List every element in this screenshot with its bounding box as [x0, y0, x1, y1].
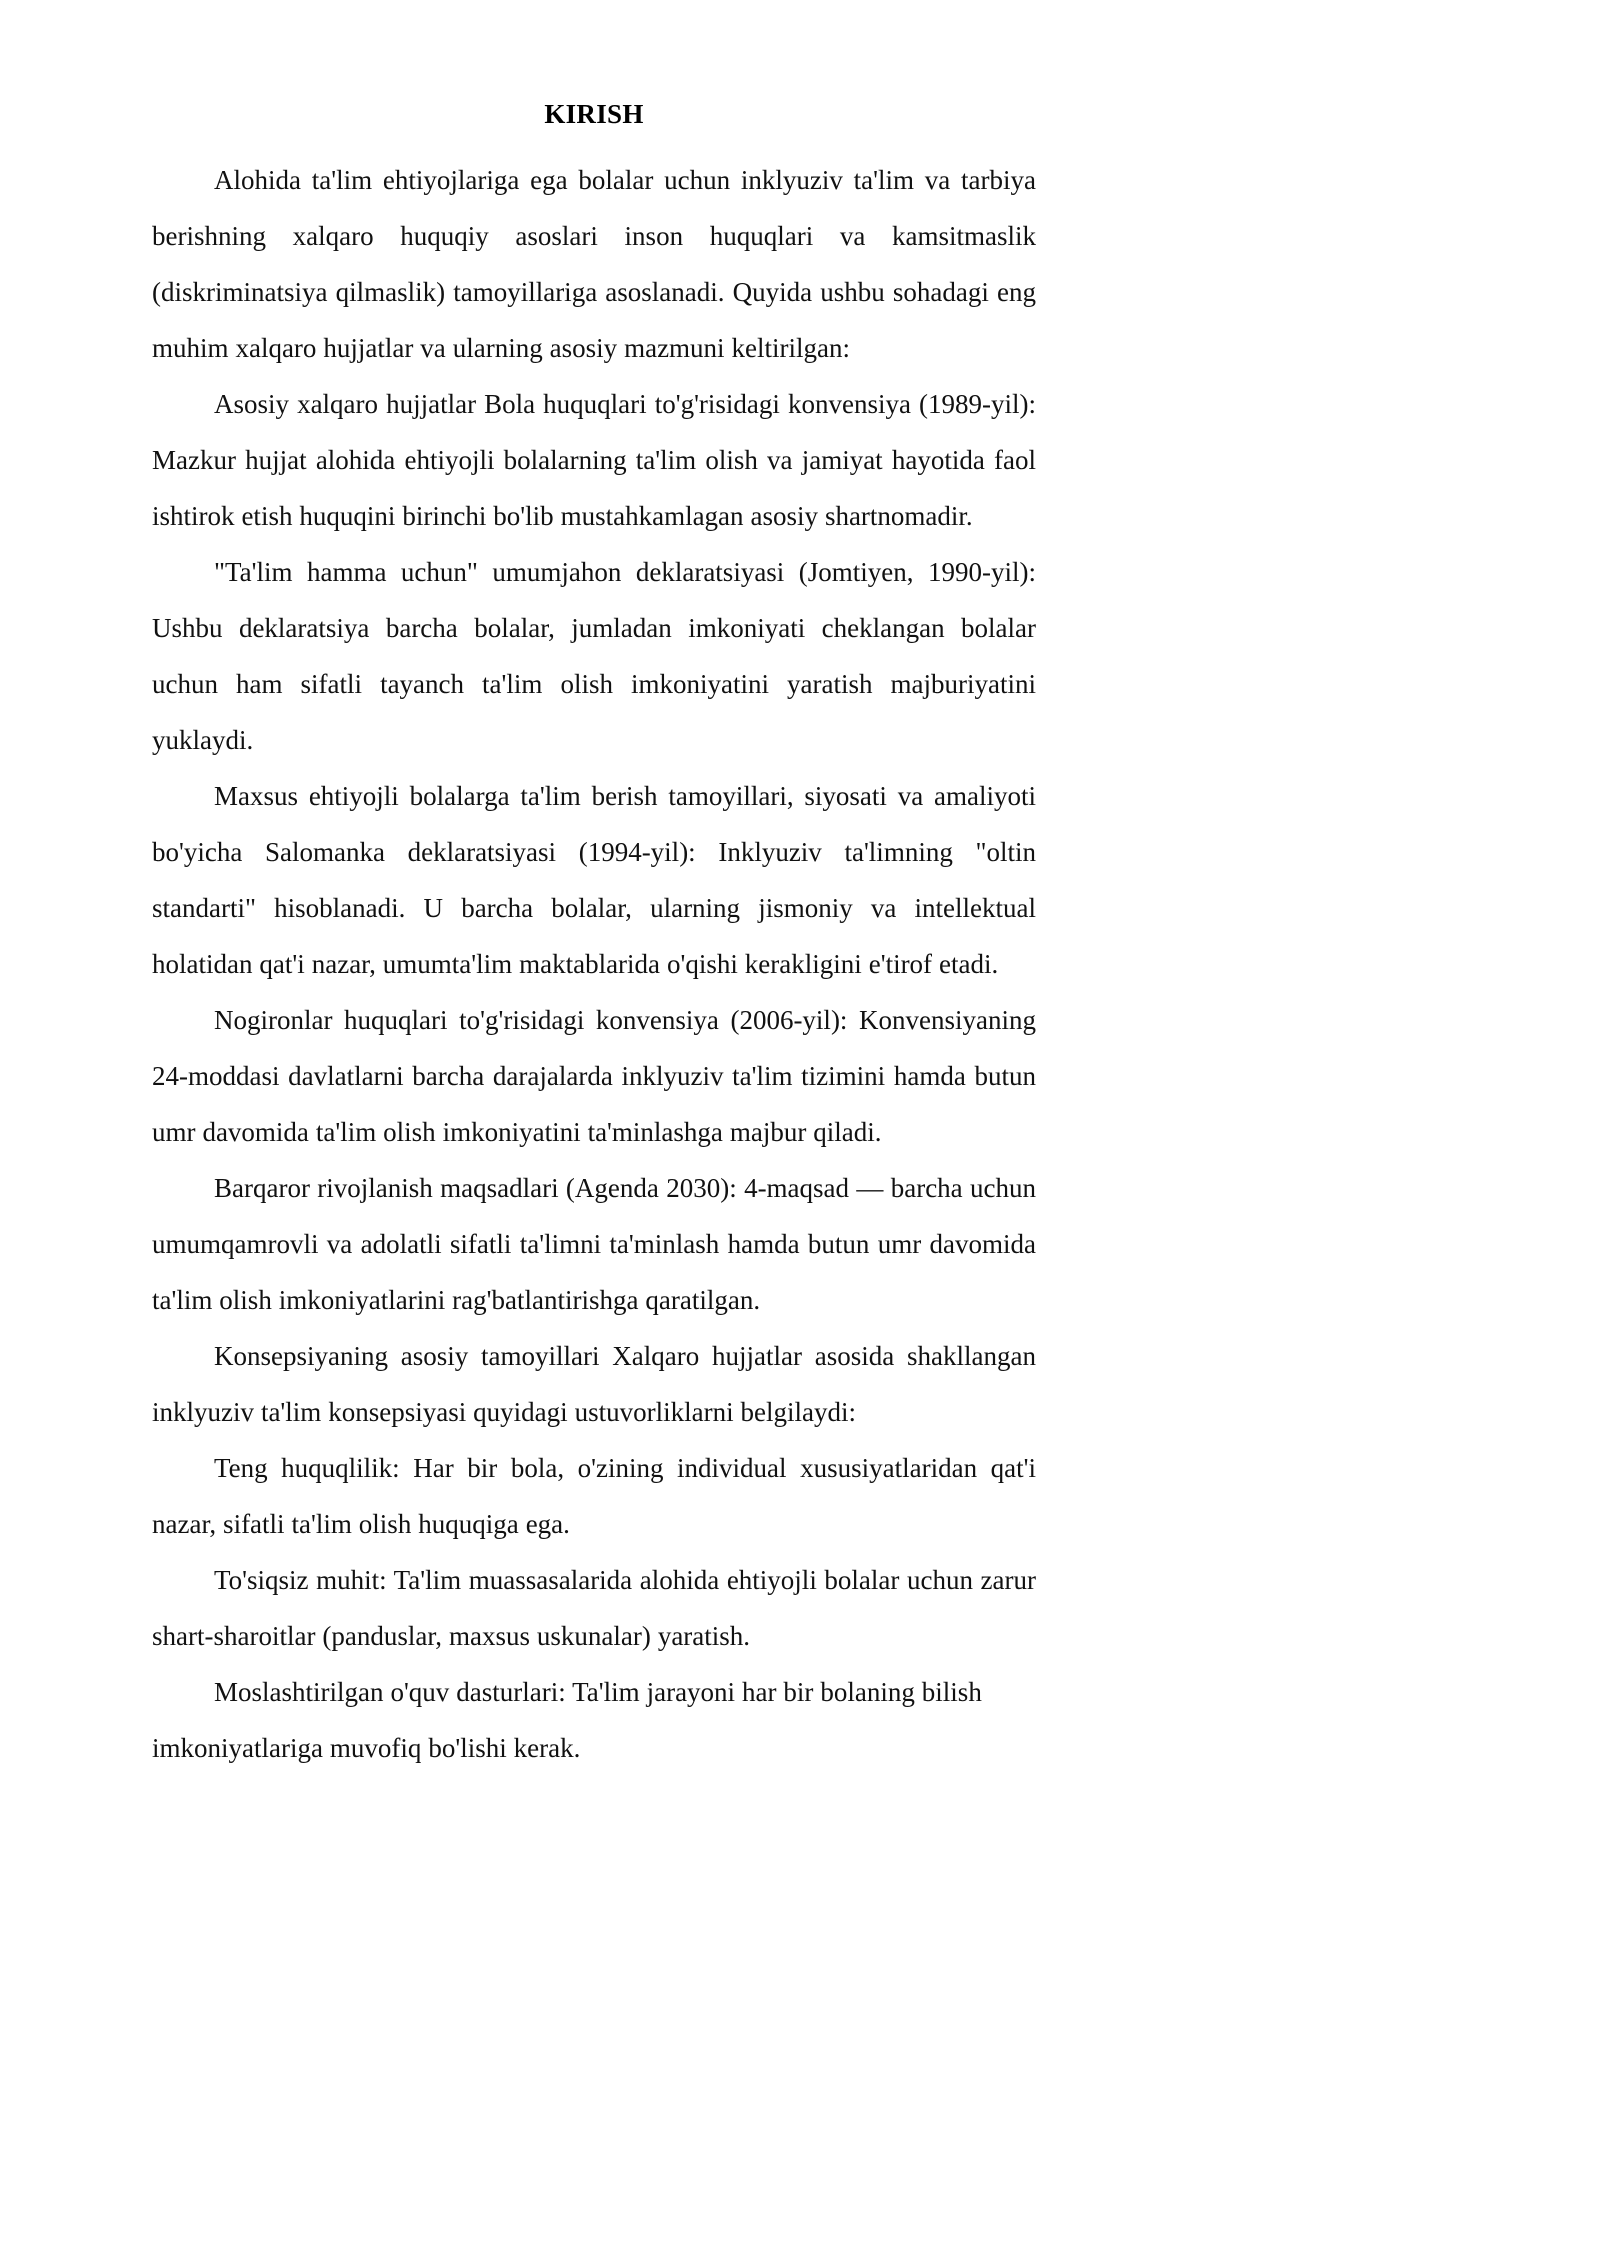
paragraph-talim-hamma-uchun: "Ta'lim hamma uchun" umumjahon deklaratsiyasi (Jomtiyen, 1990-yil): Ushbu deklaratsiya barcha bolalar, jumladan imkoniyati cheklangan bolalar uchun ham sifatli tayanch ta'lim olish imkoniyatini yaratish majburiyatini yuklaydi.: [152, 556, 1036, 755]
page-title: KIRISH: [544, 99, 644, 129]
paragraph-xalqaro-huquqiy-asoslar: Alohida ta'lim ehtiyojlariga ega bolalar uchun inklyuziv ta'lim va tarbiya berishning xalqaro huquqiy asoslari inson huquqlari va kamsitmaslik (diskriminatsiya qilmaslik) tamoyillariga asoslanadi. Quyida ushbu sohadagi eng muhim xalqaro hujjatlar va ularning asosiy mazmuni keltirilgan:: [152, 164, 1036, 363]
document-body: [152, 96, 1036, 1776]
paragraph-nogironlar-konvensiya: Nogironlar huquqlari to'g'risidagi konvensiya (2006-yil): Konvensiyaning 24-moddasi davlatlarni barcha darajalarda inklyuziv ta'lim tizimini hamda butun umr davomida ta'lim olish imkoniyatini ta'minlashga majbur qiladi.: [152, 1004, 1036, 1147]
paragraph-konsepsiya-tamoyillari: Konsepsiyaning asosiy tamoyillari Xalqaro hujjatlar asosida shakllangan inklyuziv ta'lim konsepsiyasi quyidagi ustuvorliklarni belgilaydi:: [152, 1340, 1036, 1427]
paragraph-salomanka-deklaratsiyasi: Maxsus ehtiyojli bolalarga ta'lim berish tamoyillari, siyosati va amaliyoti bo'yicha Salomanka deklaratsiyasi (1994-yil): Inklyuziv ta'limning "oltin standarti" hisoblanadi. U barcha bolalar, ularning jismoniy va intellektual holatidan qat'i nazar, umumta'lim maktablarida o'qishi kerakligini e'tirof etadi.: [152, 780, 1036, 979]
paragraph-tosiqsiz-muhit: To'siqsiz muhit: Ta'lim muassasalarida alohida ehtiyojli bolalar uchun zarur shart-sharoitlar (panduslar, maxsus uskunalar) yaratish.: [152, 1564, 1036, 1651]
paragraph-moslashtirilgan-oquv-dasturlari: Moslashtirilgan o'quv dasturlari: Ta'lim jarayoni har bir bolaning bilish imkoniyatlariga muvofiq bo'lishi kerak.: [152, 1676, 982, 1763]
paragraph-barqaror-rivojlanish: Barqaror rivojlanish maqsadlari (Agenda 2030): 4-maqsad — barcha uchun umumqamrovli va adolatli sifatli ta'limni ta'minlash hamda butun umr davomida ta'lim olish imkoniyatlarini rag'batlantirishga qaratilgan.: [152, 1172, 1036, 1315]
paragraph-teng-huquqlilik: Teng huquqlilik: Har bir bola, o'zining individual xususiyatlaridan qat'i nazar, sifatli ta'lim olish huquqiga ega.: [152, 1452, 1036, 1539]
paragraph-bola-huquqlari-konvensiya: Asosiy xalqaro hujjatlar Bola huquqlari to'g'risidagi konvensiya (1989-yil): Mazkur hujjat alohida ehtiyojli bolalarning ta'lim olish va jamiyat hayotida faol ishtirok etish huquqini birinchi bo'lib mustahkamlagan asosiy shartnomadir.: [152, 388, 1036, 531]
